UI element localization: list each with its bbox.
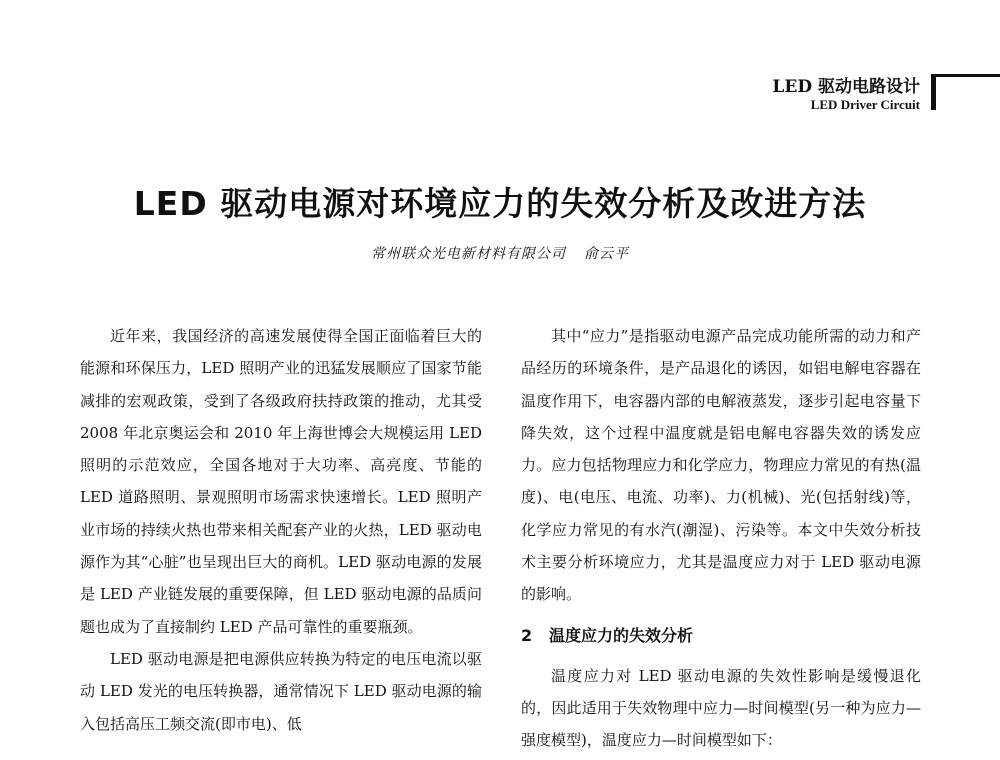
- byline: [0, 243, 1000, 263]
- section-number: 2: [521, 625, 533, 645]
- header-rule-horizontal: [931, 74, 1000, 77]
- section-title: 温度应力的失效分析: [549, 625, 694, 645]
- right-paragraph-2: 温度应力对 LED 驱动电源的失效性影响是缓慢退化的，因此适用于失效物理中应力—时间模型(另一种为应力—强度模型)，温度应力—时间模型如下：: [521, 666, 921, 750]
- left-paragraph-2: LED 驱动电源是把电源供应转换为特定的电压电流以驱动 LED 发光的电压转换器，通常情况下 LED 驱动电源的输入包括高压工频交流(即市电)、低: [80, 649, 482, 733]
- affiliation: 常州联众光电新材料有限公司: [371, 246, 566, 262]
- right-paragraph-1: 其中“应力”是指驱动电源产品完成功能所需的动力和产品经历的环境条件，是产品退化的诱因，如铝电解电容器在温度作用下，电容器内部的电解液蒸发，逐步引起电容量下降失效，这个过程中温度就是铝电解电容器失效的诱发应力。应力包括物理应力和化学应力，物理应力常见的有热(温度)、电(电压、电流、功率)、力(机械)、光(包括射线)等，化学应力常见的有水汽(潮湿)、污染等。本文中失效分析技术主要分析环境应力，尤其是温度应力对于 LED 驱动电源的影响。: [521, 327, 921, 604]
- article-title: LED 驱动电源对环境应力的失效分析及改进方法: [133, 184, 867, 223]
- author: 俞云平: [584, 246, 629, 262]
- running-header: [772, 78, 920, 112]
- right-column: [521, 320, 921, 757]
- header-rule-vertical: [931, 74, 936, 110]
- running-header-title-zh: LED 驱动电路设计: [772, 77, 920, 97]
- running-header-title-en: LED Driver Circuit: [810, 96, 920, 112]
- left-paragraph-1: 近年来，我国经济的高速发展使得全国正面临着巨大的能源和环保压力，LED 照明产业的迅猛发展顺应了国家节能减排的宏观政策，受到了各级政府扶持政策的推动，尤其受 2008 年北京奥运会和 2010 年上海世博会大规模运用 LED 照明的示范效应，全国各地对于大功率、高亮度、节能的 LED 道路照明、景观照明市场需求快速增长。LED 照明产业市场的持续火热也带来相关配套产业的火热，LED 驱动电源作为其“心脏”也呈现出巨大的商机。LED 驱动电源的发展是 LED 产业链发展的重要保障，但 LED 驱动电源的品质问题也成为了直接制约 LED 产品可靠性的重要瓶颈。: [80, 327, 482, 636]
- left-column: [80, 320, 482, 740]
- section-heading: [521, 623, 921, 649]
